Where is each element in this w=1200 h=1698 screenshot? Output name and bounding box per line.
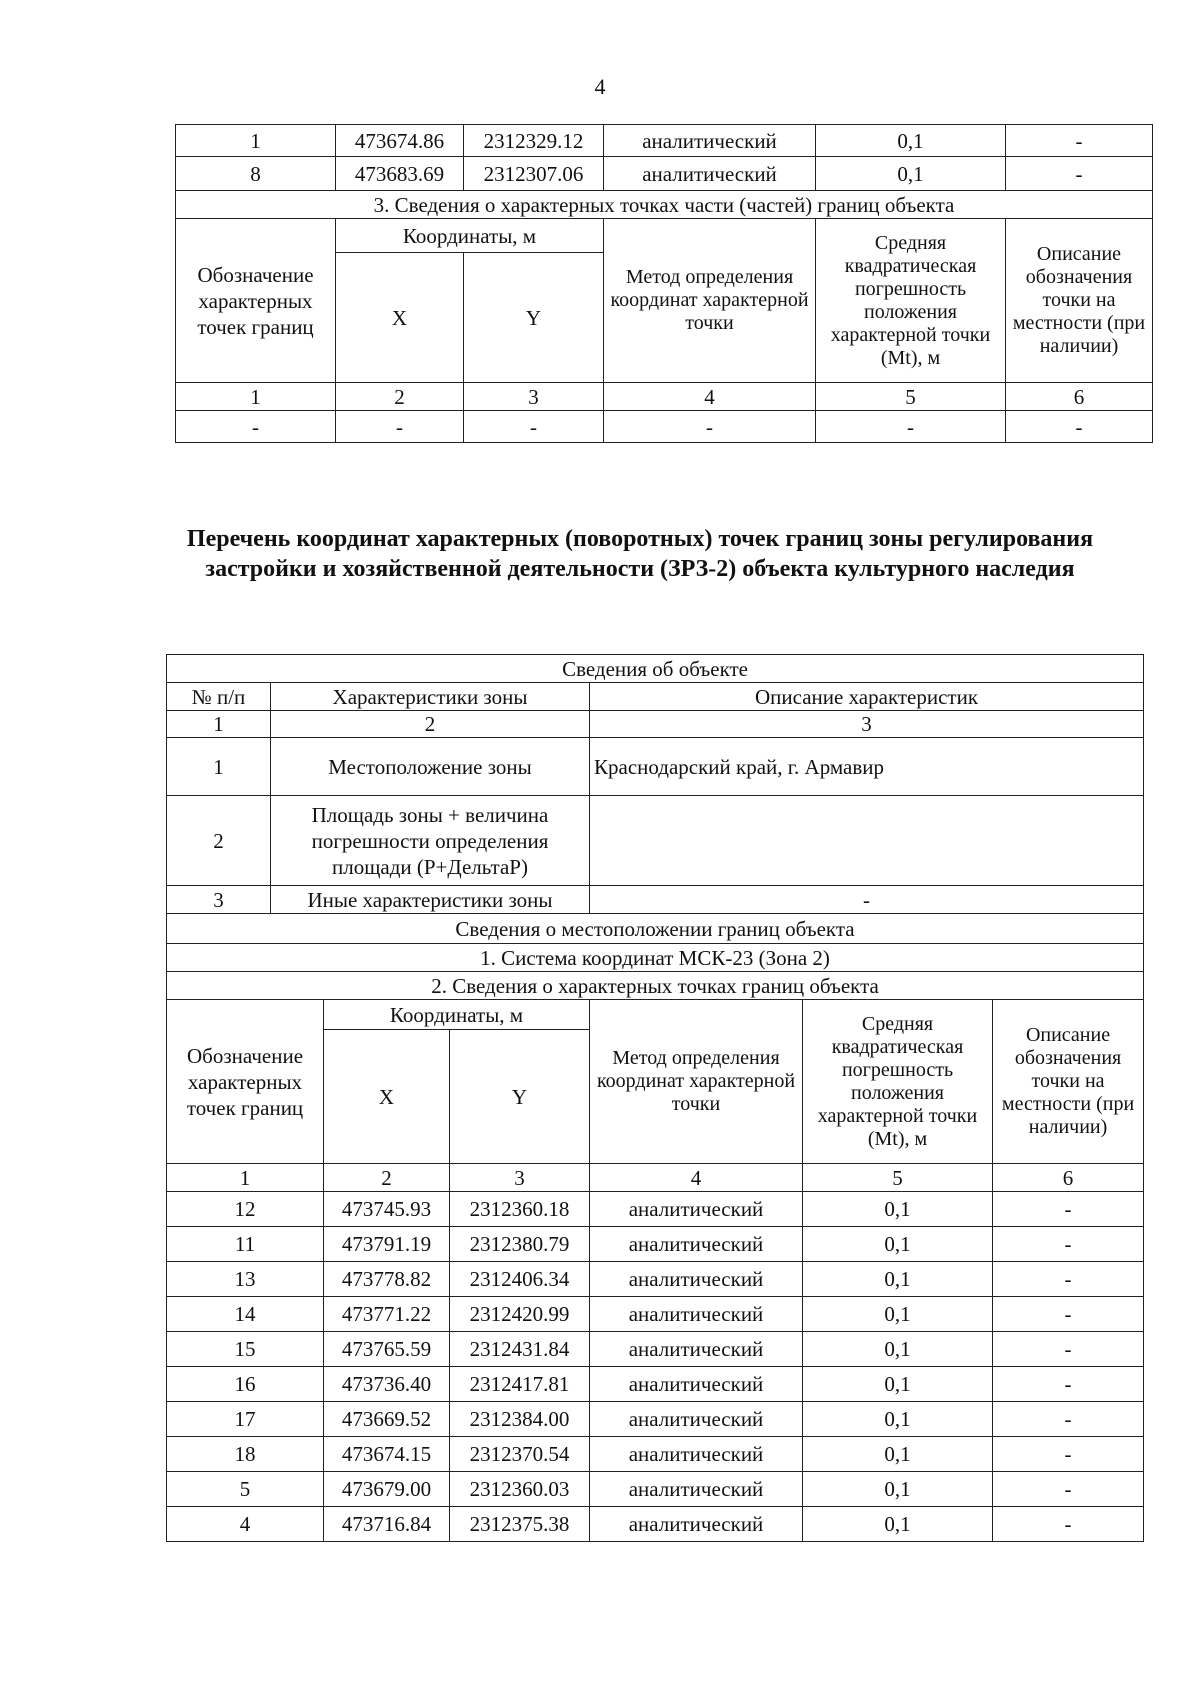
- y-cell: 2312370.54: [450, 1437, 590, 1472]
- table-row: [176, 157, 1153, 191]
- column-number: 5: [803, 1164, 993, 1192]
- section-title: 3. Сведения о характерных точках части (частей) границ объекта: [176, 191, 1153, 219]
- method-cell: аналитический: [590, 1262, 803, 1297]
- column-number: 3: [464, 383, 604, 411]
- table-row: [167, 1297, 1144, 1332]
- table-row: [167, 1402, 1144, 1437]
- table-row: [167, 1227, 1144, 1262]
- info-value: -: [590, 886, 1144, 914]
- x-cell: 473679.00: [324, 1472, 450, 1507]
- point-cell: 1: [176, 125, 336, 157]
- header-y: Y: [464, 253, 604, 383]
- empty-cell: -: [816, 411, 1006, 443]
- table-row: [167, 1332, 1144, 1367]
- x-cell: 473683.69: [336, 157, 464, 191]
- empty-cell: -: [336, 411, 464, 443]
- mt-cell: 0,1: [803, 1332, 993, 1367]
- header-point: Обозначение характерных точек границ: [167, 1000, 324, 1164]
- method-cell: аналитический: [604, 125, 816, 157]
- header-coords: Координаты, м: [324, 1000, 590, 1030]
- x-cell: 473674.86: [336, 125, 464, 157]
- info-num: 1: [167, 738, 271, 796]
- method-cell: аналитический: [590, 1437, 803, 1472]
- x-cell: 473791.19: [324, 1227, 450, 1262]
- info-name: Местоположение зоны: [271, 738, 590, 796]
- column-number: 5: [816, 383, 1006, 411]
- header-desc: Описание обозначения точки на местности (при наличии): [993, 1000, 1144, 1164]
- object-info-title: Сведения об объекте: [167, 655, 1144, 683]
- y-cell: 2312420.99: [450, 1297, 590, 1332]
- x-cell: 473669.52: [324, 1402, 450, 1437]
- info-row: [167, 796, 1144, 886]
- desc-cell: -: [993, 1472, 1144, 1507]
- x-cell: 473765.59: [324, 1332, 450, 1367]
- x-cell: 473745.93: [324, 1192, 450, 1227]
- method-cell: аналитический: [590, 1332, 803, 1367]
- empty-cell: -: [464, 411, 604, 443]
- header-description: Описание характеристик: [590, 683, 1144, 711]
- info-name: Площадь зоны + величина погрешности определения площади (P+ДельтаP): [271, 796, 590, 886]
- coordinate-system: 1. Система координат МСК-23 (Зона 2): [167, 944, 1144, 972]
- desc-cell: -: [993, 1402, 1144, 1437]
- table-row: [167, 1192, 1144, 1227]
- desc-cell: -: [993, 1227, 1144, 1262]
- table-row: [167, 1507, 1144, 1542]
- column-number: 4: [590, 1164, 803, 1192]
- y-cell: 2312360.18: [450, 1192, 590, 1227]
- mt-cell: 0,1: [803, 1297, 993, 1332]
- y-cell: 2312360.03: [450, 1472, 590, 1507]
- method-cell: аналитический: [604, 157, 816, 191]
- empty-cell: -: [1006, 411, 1153, 443]
- column-number: 2: [271, 711, 590, 738]
- y-cell: 2312417.81: [450, 1367, 590, 1402]
- zone-boundary-table: [166, 654, 1144, 1542]
- mt-cell: 0,1: [816, 125, 1006, 157]
- y-cell: 2312329.12: [464, 125, 604, 157]
- desc-cell: -: [993, 1297, 1144, 1332]
- point-cell: 15: [167, 1332, 324, 1367]
- method-cell: аналитический: [590, 1402, 803, 1437]
- info-num: 2: [167, 796, 271, 886]
- mt-cell: 0,1: [803, 1227, 993, 1262]
- column-numbers-row: [167, 1164, 1144, 1192]
- boundary-points-table-continued: [175, 124, 1153, 443]
- y-cell: 2312307.06: [464, 157, 604, 191]
- point-cell: 13: [167, 1262, 324, 1297]
- desc-cell: -: [993, 1507, 1144, 1542]
- page-number: 4: [594, 74, 606, 99]
- desc-cell: -: [993, 1367, 1144, 1402]
- header-point: Обозначение характерных точек границ: [176, 219, 336, 383]
- method-cell: аналитический: [590, 1297, 803, 1332]
- point-cell: 16: [167, 1367, 324, 1402]
- header-method: Метод определения координат характерной точки: [590, 1000, 803, 1164]
- header-mt: Средняя квадратическая погрешность положения характерной точки (Mt), м: [816, 219, 1006, 383]
- point-cell: 5: [167, 1472, 324, 1507]
- section-title: 2. Сведения о характерных точках границ объекта: [167, 972, 1144, 1000]
- header-characteristic: Характеристики зоны: [271, 683, 590, 711]
- point-cell: 18: [167, 1437, 324, 1472]
- info-value: Краснодарский край, г. Армавир: [590, 738, 1144, 796]
- desc-cell: -: [993, 1437, 1144, 1472]
- header-x: X: [336, 253, 464, 383]
- x-cell: 473674.15: [324, 1437, 450, 1472]
- column-number: 4: [604, 383, 816, 411]
- header-x: X: [324, 1030, 450, 1164]
- x-cell: 473716.84: [324, 1507, 450, 1542]
- method-cell: аналитический: [590, 1472, 803, 1507]
- column-number: 1: [176, 383, 336, 411]
- method-cell: аналитический: [590, 1227, 803, 1262]
- info-row: [167, 886, 1144, 914]
- point-cell: 4: [167, 1507, 324, 1542]
- method-cell: аналитический: [590, 1367, 803, 1402]
- empty-cell: -: [176, 411, 336, 443]
- header-coords: Координаты, м: [336, 219, 604, 253]
- document-title: Перечень координат характерных (поворотных) точек границ зоны регулирования застройки и хозяйственной деятельности (ЗРЗ-2) объекта культурного наследия: [186, 526, 1094, 582]
- mt-cell: 0,1: [803, 1262, 993, 1297]
- table-row: [167, 1437, 1144, 1472]
- desc-cell: -: [993, 1332, 1144, 1367]
- table-row: [167, 1472, 1144, 1507]
- point-cell: 11: [167, 1227, 324, 1262]
- point-cell: 14: [167, 1297, 324, 1332]
- y-cell: 2312406.34: [450, 1262, 590, 1297]
- header-num: № п/п: [167, 683, 271, 711]
- column-numbers-row: [176, 383, 1153, 411]
- column-number: 6: [993, 1164, 1144, 1192]
- header-y: Y: [450, 1030, 590, 1164]
- location-title: Сведения о местоположении границ объекта: [167, 914, 1144, 944]
- info-name: Иные характеристики зоны: [271, 886, 590, 914]
- column-number: 3: [450, 1164, 590, 1192]
- mt-cell: 0,1: [816, 157, 1006, 191]
- info-value: [590, 796, 1144, 886]
- y-cell: 2312431.84: [450, 1332, 590, 1367]
- desc-cell: -: [993, 1262, 1144, 1297]
- column-number: 6: [1006, 383, 1153, 411]
- mt-cell: 0,1: [803, 1472, 993, 1507]
- column-number: 1: [167, 1164, 324, 1192]
- desc-cell: -: [1006, 157, 1153, 191]
- mt-cell: 0,1: [803, 1192, 993, 1227]
- table-row: [176, 411, 1153, 443]
- table-row: [176, 125, 1153, 157]
- column-number: 2: [336, 383, 464, 411]
- mt-cell: 0,1: [803, 1367, 993, 1402]
- desc-cell: -: [1006, 125, 1153, 157]
- y-cell: 2312380.79: [450, 1227, 590, 1262]
- point-cell: 17: [167, 1402, 324, 1437]
- method-cell: аналитический: [590, 1192, 803, 1227]
- x-cell: 473778.82: [324, 1262, 450, 1297]
- header-method: Метод определения координат характерной точки: [604, 219, 816, 383]
- empty-cell: -: [604, 411, 816, 443]
- table-row: [167, 1367, 1144, 1402]
- column-number: 1: [167, 711, 271, 738]
- column-number: 2: [324, 1164, 450, 1192]
- header-mt: Средняя квадратическая погрешность положения характерной точки (Mt), м: [803, 1000, 993, 1164]
- info-row: [167, 738, 1144, 796]
- y-cell: 2312375.38: [450, 1507, 590, 1542]
- desc-cell: -: [993, 1192, 1144, 1227]
- y-cell: 2312384.00: [450, 1402, 590, 1437]
- mt-cell: 0,1: [803, 1437, 993, 1472]
- x-cell: 473771.22: [324, 1297, 450, 1332]
- mt-cell: 0,1: [803, 1402, 993, 1437]
- method-cell: аналитический: [590, 1507, 803, 1542]
- mt-cell: 0,1: [803, 1507, 993, 1542]
- header-desc: Описание обозначения точки на местности (при наличии): [1006, 219, 1153, 383]
- column-numbers-row: [167, 711, 1144, 738]
- point-cell: 12: [167, 1192, 324, 1227]
- point-cell: 8: [176, 157, 336, 191]
- x-cell: 473736.40: [324, 1367, 450, 1402]
- table-row: [167, 1262, 1144, 1297]
- column-number: 3: [590, 711, 1144, 738]
- info-num: 3: [167, 886, 271, 914]
